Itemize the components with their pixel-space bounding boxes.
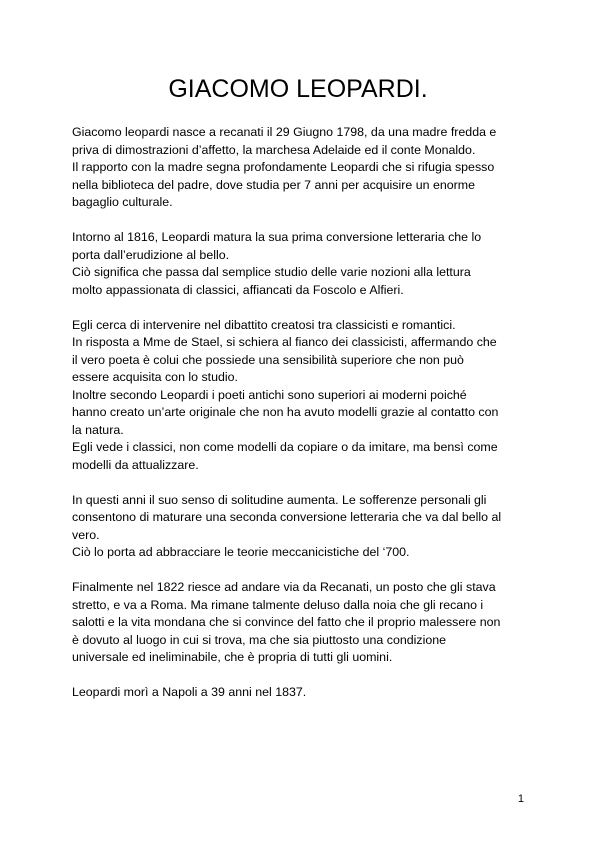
paragraph-1	[72, 124, 532, 212]
text-line: stretto, e va a Roma. Ma rimane talmente deluso dalla noia che gli recano i	[72, 597, 484, 612]
paragraph-2	[72, 229, 532, 299]
paragraph-gap	[72, 667, 532, 685]
text-line: hanno creato un’arte originale che non ha avuto modelli grazie al contatto con	[72, 405, 499, 419]
text-line: nella biblioteca del padre, dove studia per 7 anni per acquisire un enorme	[72, 177, 475, 192]
paragraph-gap	[72, 562, 532, 580]
paragraph-6	[72, 684, 532, 702]
text-line: consentono di maturare una seconda conversione letteraria che va dal bello al	[72, 510, 502, 524]
page-number: 1	[517, 793, 524, 805]
paragraph-gap	[72, 299, 532, 317]
paragraph-5	[72, 579, 532, 667]
text-line: la natura.	[72, 422, 124, 437]
text-line: priva di dimostrazioni d’affetto, la marchesa Adelaide ed il conte Monaldo.	[72, 142, 476, 157]
paragraph-3	[72, 317, 532, 475]
text-line: modelli da attualizzare.	[72, 457, 199, 472]
text-line: Egli vede i classici, non come modelli da copiare o da imitare, ma bensì come	[72, 440, 498, 454]
text-line: essere acquisita con lo studio.	[72, 370, 238, 384]
text-line: molto appassionata di classici, affiancati da Foscolo e Alfieri.	[72, 282, 404, 297]
text-line: Ciò significa che passa dal semplice studio delle varie nozioni alla lettura	[72, 265, 471, 279]
text-line: bagaglio culturale.	[72, 195, 173, 209]
text-line: Leopardi morì a Napoli a 39 anni nel 1837.	[72, 685, 307, 699]
text-line: In risposta a Mme de Stael, si schiera al fianco dei classicisti, affermando che	[72, 335, 497, 349]
text-line: Finalmente nel 1822 riesce ad andare via da Recanati, un posto che gli stava	[72, 580, 496, 594]
paragraph-4	[72, 492, 532, 562]
text-line: vero.	[72, 527, 100, 542]
text-line: è dovuto al luogo in cui si trova, ma che sia piuttosto una condizione	[72, 632, 447, 647]
text-line: il vero poeta è colui che possiede una sensibilità superiore che non può	[72, 352, 464, 367]
paragraph-gap	[72, 474, 532, 492]
text-line: porta dall’erudizione al bello.	[72, 247, 230, 262]
page-title: GIACOMO LEOPARDI.	[168, 75, 428, 103]
text-line: Il rapporto con la madre segna profondamente Leopardi che si rifugia spesso	[72, 160, 495, 174]
text-line: Egli cerca di intervenire nel dibattito creatosi tra classicisti e romantici.	[72, 317, 456, 332]
text-line: In questi anni il suo senso di solitudine aumenta. Le sofferenze personali gli	[72, 492, 487, 507]
body-text	[72, 124, 532, 702]
text-line: Giacomo leopardi nasce a recanati il 29 Giugno 1798, da una madre fredda e	[72, 125, 497, 139]
text-line: salotti e la vita mondana che si convince del fatto che il proprio malessere non	[72, 615, 501, 629]
text-line: universale ed ineliminabile, che è propria di tutti gli uomini.	[72, 650, 393, 664]
text-line: Intorno al 1816, Leopardi matura la sua prima conversione letteraria che lo	[72, 230, 482, 244]
paragraph-gap	[72, 212, 532, 230]
text-line: Ciò lo porta ad abbracciare le teorie meccanicistiche del ‘700.	[72, 545, 410, 559]
text-line: Inoltre secondo Leopardi i poeti antichi sono superiori ai moderni poiché	[72, 387, 467, 402]
